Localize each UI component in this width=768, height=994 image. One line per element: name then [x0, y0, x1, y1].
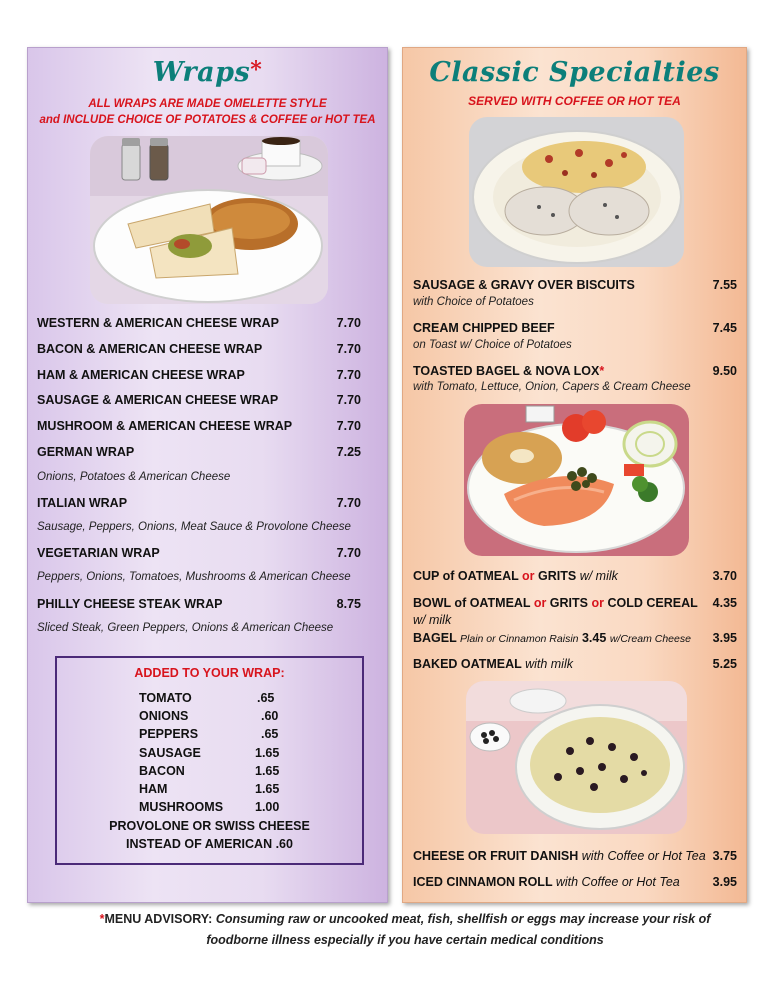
addon-price: .65 [261, 727, 279, 741]
item-description: Sliced Steak, Green Peppers, Onions & American Cheese [37, 622, 334, 634]
addon-price: .65 [257, 691, 275, 705]
cinnamon-roll-item: ICED CINNAMON ROLL with Coffee or Hot Tea [413, 875, 680, 889]
bowl-oatmeal-suffix: w/ milk [413, 613, 452, 627]
cinnamon-roll-price: 3.95 [712, 875, 737, 889]
item-description: Sausage, Peppers, Onions, Meat Sauce & Provolone Cheese [37, 521, 351, 533]
bagel-cream-cheese-price: 3.95 [712, 631, 737, 645]
list-item: BACON & AMERICAN CHEESE WRAP 7.70 [37, 342, 361, 356]
addon-price: .60 [261, 709, 279, 723]
addon-price: 1.00 [255, 800, 280, 814]
item-description: Onions, Potatoes & American Cheese [37, 471, 231, 483]
addons-title: ADDED TO YOUR WRAP: [134, 666, 285, 680]
bagel-item: BAGEL Plain or Cinnamon Raisin 3.45 w/Cream Cheese [413, 631, 691, 645]
list-item: MUSHROOM & AMERICAN CHEESE WRAP 7.70 [37, 419, 361, 433]
bowl-oatmeal-price: 4.35 [712, 596, 737, 610]
list-item: ITALIAN WRAP 7.70 [37, 496, 361, 510]
wraps-subtitle-line1: ALL WRAPS ARE MADE OMELETTE STYLE [88, 98, 327, 110]
wrap-plate-photo [90, 136, 328, 304]
addon-price: 1.65 [255, 764, 280, 778]
specialty-description: with Choice of Potatoes [413, 296, 534, 308]
wraps-subtitle-line2: and INCLUDE CHOICE OF POTATOES & COFFEE or HOT TEA [39, 114, 376, 126]
addon-name: MUSHROOMS [139, 800, 224, 814]
cup-oatmeal-item: CUP of OATMEAL or GRITS w/ milk [413, 569, 618, 583]
addon-cheese-line2: INSTEAD OF AMERICAN .60 [126, 837, 293, 851]
bagel-lox-photo [464, 404, 689, 556]
addon-cheese-line1: PROVOLONE OR SWISS CHEESE [109, 819, 310, 833]
addon-name: SAUSAGE [139, 746, 201, 760]
addons-box [55, 656, 364, 865]
specialty-price: 7.55 [712, 278, 737, 292]
addon-name: PEPPERS [139, 727, 199, 741]
addon-name: BACON [139, 764, 185, 778]
baked-oatmeal-photo [466, 681, 687, 834]
list-item: WESTERN & AMERICAN CHEESE WRAP 7.70 [37, 316, 361, 330]
menu-advisory-line1: *MENU ADVISORY: Consuming raw or uncooked meat, fish, shellfish or eggs may increase your risk of [99, 912, 711, 926]
addon-name: TOMATO [139, 691, 192, 705]
addon-name: ONIONS [139, 709, 189, 723]
item-description: Peppers, Onions, Tomatoes, Mushrooms & American Cheese [37, 571, 351, 583]
list-item: VEGETARIAN WRAP 7.70 [37, 546, 361, 560]
list-item: PHILLY CHEESE STEAK WRAP 8.75 [37, 597, 361, 611]
bowl-oatmeal-item: BOWL of OATMEAL or GRITS or COLD CEREAL [413, 596, 698, 610]
baked-oatmeal-item: BAKED OATMEAL with milk [413, 657, 573, 671]
danish-item: CHEESE OR FRUIT DANISH with Coffee or Hot Tea [413, 849, 706, 863]
specialty-name: TOASTED BAGEL & NOVA LOX* [413, 364, 605, 378]
list-item: GERMAN WRAP 7.25 [37, 445, 361, 459]
baked-oatmeal-price: 5.25 [712, 657, 737, 671]
specialty-name: CREAM CHIPPED BEEF [413, 321, 555, 335]
specialties-title: Classic Specialties [429, 57, 720, 88]
specialty-description: on Toast w/ Choice of Potatoes [413, 339, 572, 351]
specialties-subtitle: SERVED WITH COFFEE OR HOT TEA [468, 94, 681, 108]
addon-price: 1.65 [255, 746, 280, 760]
specialty-name: SAUSAGE & GRAVY OVER BISCUITS [413, 278, 635, 292]
list-item: SAUSAGE & AMERICAN CHEESE WRAP 7.70 [37, 393, 361, 407]
specialty-price: 7.45 [712, 321, 737, 335]
addon-name: HAM [139, 782, 168, 796]
cup-oatmeal-price: 3.70 [712, 569, 737, 583]
specialty-price: 9.50 [712, 364, 737, 378]
specialty-description: with Tomato, Lettuce, Onion, Capers & Cream Cheese [413, 381, 691, 393]
wraps-title: Wraps* [152, 57, 263, 88]
biscuits-gravy-photo [469, 117, 684, 267]
menu-advisory-line2: foodborne illness especially if you have certain medical conditions [206, 933, 604, 947]
danish-price: 3.75 [712, 849, 737, 863]
addon-price: 1.65 [255, 782, 280, 796]
list-item: HAM & AMERICAN CHEESE WRAP 7.70 [37, 368, 361, 382]
